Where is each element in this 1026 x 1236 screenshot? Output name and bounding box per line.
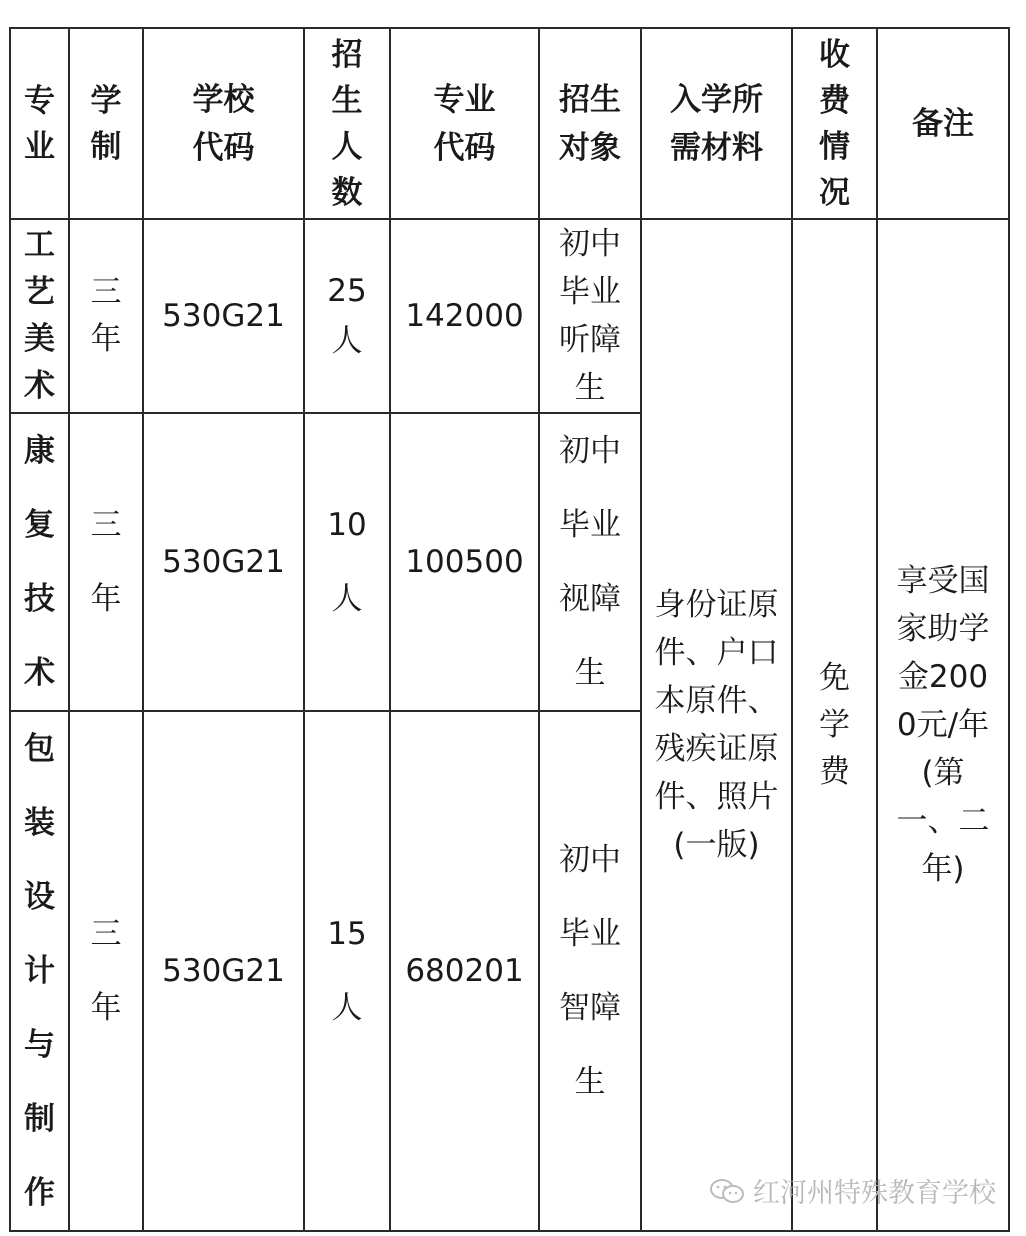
row2-duration: 三年 xyxy=(69,413,143,711)
row3-duration: 三年 xyxy=(69,711,143,1231)
header-fee: 收费情况 xyxy=(792,28,877,219)
row2-target: 初中毕业视障生 xyxy=(539,413,641,711)
row3-target: 初中毕业智障生 xyxy=(539,711,641,1231)
row3-major: 包装设计与制作 xyxy=(10,711,69,1231)
row1-major: 工艺美术 xyxy=(10,219,69,413)
header-materials: 入学所需材料 xyxy=(641,28,792,219)
wechat-icon xyxy=(709,1178,745,1204)
header-remarks: 备注 xyxy=(877,28,1009,219)
table-row xyxy=(10,219,1009,413)
row3-major-code: 680201 xyxy=(390,711,539,1231)
row3-school-code: 530G21 xyxy=(143,711,304,1231)
watermark xyxy=(709,1171,996,1210)
row1-target: 初中毕业听障生 xyxy=(539,219,641,413)
row1-duration: 三年 xyxy=(69,219,143,413)
row2-quota: 10人 xyxy=(304,413,390,711)
header-target: 招生对象 xyxy=(539,28,641,219)
row2-school-code: 530G21 xyxy=(143,413,304,711)
row1-quota: 25人 xyxy=(304,219,390,413)
header-quota: 招生人数 xyxy=(304,28,390,219)
row3-quota: 15人 xyxy=(304,711,390,1231)
fee-cell: 免学费 xyxy=(792,219,877,1231)
row1-major-code: 142000 xyxy=(390,219,539,413)
header-duration: 学制 xyxy=(69,28,143,219)
remarks-cell: 享受国家助学金2000元/年(第一、二年) xyxy=(877,219,1009,1231)
row2-major-code: 100500 xyxy=(390,413,539,711)
header-major: 专业 xyxy=(10,28,69,219)
row2-major: 康复技术 xyxy=(10,413,69,711)
materials-cell: 身份证原件、户口本原件、残疾证原件、照片(一版) xyxy=(641,219,792,1231)
header-row xyxy=(10,28,1009,219)
header-major-code: 专业代码 xyxy=(390,28,539,219)
header-school-code: 学校代码 xyxy=(143,28,304,219)
admissions-table xyxy=(9,27,1010,1232)
account-name: 红河州特殊教育学校 xyxy=(753,1178,996,1209)
row1-school-code: 530G21 xyxy=(143,219,304,413)
